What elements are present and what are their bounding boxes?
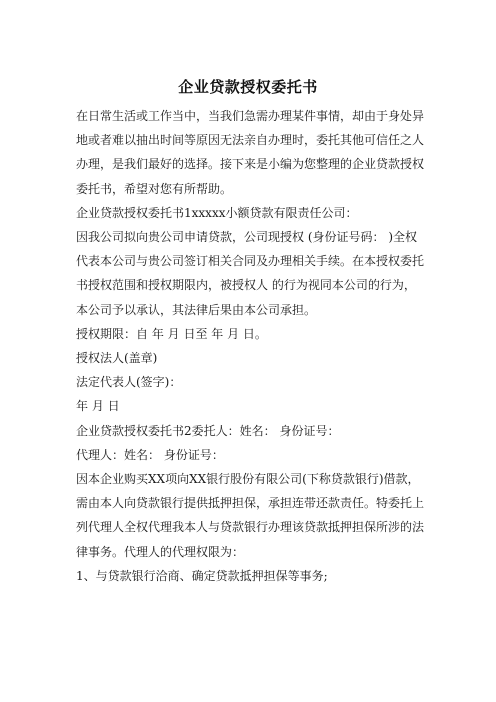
letter-2-body: 因本企业购买XX项向XX银行股份有限公司(下称贷款银行)借款，需由本人向贷款银行提供抵押担保，承担连带还款责任。特委托上列代理人全权代理我本人与贷款银行办理该贷款抵押担保所涉的法律事务。代理人的代理权限为： (76, 472, 425, 559)
intro-paragraph: 在日常生活或工作当中，当我们急需办理某件事情，却由于身处异地或者难以抽出时间等原因无法亲自办理时，委托其他可信任之人办理，是我们最好的选择。接下来是小编为您整理的企业贷款授权委托书，希望对您有所帮助。 (76, 109, 425, 196)
authorization-period: 授权期限：自 年 月 日至 年 月 日。 (76, 326, 267, 341)
document-title: 企业贷款授权委托书 (178, 78, 318, 96)
legal-representative-signature: 法定代表人(签字)： (76, 375, 182, 390)
signature-date: 年 月 日 (76, 399, 120, 414)
document-body (76, 104, 424, 588)
authorizing-entity-seal: 授权法人(盖章) (76, 351, 158, 366)
agent-info: 代理人：姓名： 身份证号： (76, 447, 224, 462)
letter-2-heading: 企业贷款授权委托书2委托人：姓名： 身份证号： (76, 423, 340, 438)
letter-1-body: 因我公司拟向贵公司申请贷款，公司现授权 (身份证号码： )全权代表本公司与贵公司签订相关合同及办理相关手续。在本授权委托书授权范围和授权期限内，被授权人 的行为视同本公司的行为，本公司予以承认，其法律后果由本公司承担。 (76, 230, 425, 317)
letter-1-heading: 企业贷款授权委托书1xxxxx小额贷款有限责任公司： (76, 205, 358, 220)
agent-authority-item-1: 1、与贷款银行洽商、确定贷款抵押担保等事务; (76, 568, 328, 583)
